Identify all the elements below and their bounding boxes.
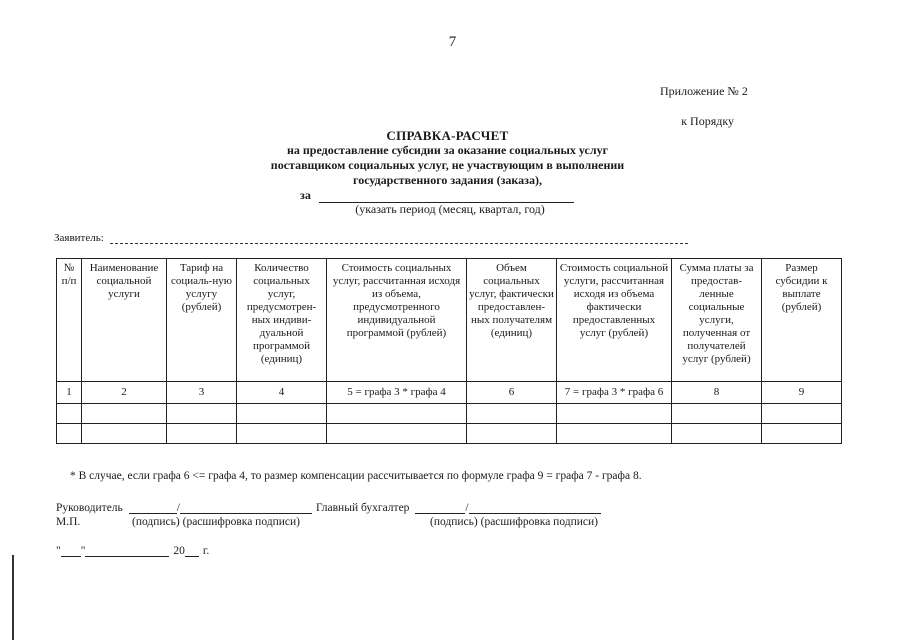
header-cell: Объем социальных услуг, фактически предоставлен-ных получателям (единиц)	[467, 259, 557, 382]
footnote: * В случае, если графа 6 <= графа 4, то размер компенсации рассчитывается по формуле графа 9 = графа 7 - графа 8.	[70, 470, 642, 482]
stamp-label: М.П.	[56, 516, 81, 528]
order-reference: к Порядку	[681, 114, 734, 128]
column-number-cell: 1	[57, 382, 82, 404]
accountant-signature-hint: (подпись) (расшифровка подписи)	[430, 516, 599, 528]
table-cell[interactable]	[672, 404, 762, 424]
appendix-label: Приложение № 2	[660, 84, 748, 98]
column-number-cell: 3	[167, 382, 237, 404]
date-field	[56, 545, 209, 557]
header-cell: Стоимость социальной услуги, рассчитанная исходя из объема фактически предоставленных услуг (рублей)	[557, 259, 672, 382]
table-cell[interactable]	[57, 404, 82, 424]
month-input-line[interactable]	[85, 546, 169, 557]
table-row	[57, 404, 842, 424]
table-cell[interactable]	[467, 404, 557, 424]
period-hint: (указать период (месяц, квартал, год)	[355, 202, 545, 216]
table-cell[interactable]	[167, 404, 237, 424]
day-input-line[interactable]	[61, 546, 81, 557]
table-cell[interactable]	[672, 424, 762, 444]
table-cell[interactable]	[762, 404, 842, 424]
year-prefix: 20	[173, 545, 185, 557]
slash-separator: /	[176, 502, 180, 514]
column-number-cell: 9	[762, 382, 842, 404]
head-label: Руководитель	[56, 502, 123, 514]
date-quote-open: "	[56, 545, 61, 557]
year-suffix: г.	[202, 545, 210, 557]
title-line-3: государственного задания (заказа),	[353, 173, 542, 187]
column-number-cell: 5 = графа 3 * графа 4	[327, 382, 467, 404]
applicant-input-line[interactable]	[110, 235, 688, 244]
table-cell[interactable]	[82, 404, 167, 424]
accountant-name-line[interactable]	[469, 503, 601, 514]
slash-separator: /	[465, 502, 469, 514]
table-cell[interactable]	[57, 424, 82, 444]
calculation-table-wrap	[56, 258, 842, 444]
table-cell[interactable]	[557, 404, 672, 424]
period-prefix: за	[300, 188, 311, 202]
header-cell: Размер субсидии к выплате (рублей)	[762, 259, 842, 382]
period-field	[300, 188, 574, 203]
accountant-label: Главный бухгалтер	[316, 502, 410, 514]
header-cell: Наименование социальной услуги	[82, 259, 167, 382]
column-number-row	[57, 382, 842, 404]
page-number: 7	[448, 34, 457, 50]
table-cell[interactable]	[762, 424, 842, 444]
table-cell[interactable]	[327, 424, 467, 444]
date-quote-close: "	[80, 545, 86, 557]
column-number-cell: 4	[237, 382, 327, 404]
table-cell[interactable]	[467, 424, 557, 444]
document-title	[200, 128, 695, 188]
year-input-line[interactable]	[185, 546, 199, 557]
header-cell: Сумма платы за предостав-ленные социальные услуги, полученная от получателей услуг (рублей)	[672, 259, 762, 382]
table-row	[57, 424, 842, 444]
title-line-2: поставщиком социальных услуг, не участвующим в выполнении	[270, 158, 625, 172]
applicant-field	[54, 232, 688, 244]
header-cell: Тариф на социаль-ную услугу (рублей)	[167, 259, 237, 382]
table-cell[interactable]	[82, 424, 167, 444]
column-number-cell: 8	[672, 382, 762, 404]
title-main: СПРАВКА-РАСЧЕТ	[386, 128, 509, 143]
column-number-cell: 6	[467, 382, 557, 404]
title-line-1: на предоставление субсидии за оказание социальных услуг	[286, 143, 609, 157]
column-number-cell: 2	[82, 382, 167, 404]
applicant-label: Заявитель:	[54, 232, 104, 244]
header-cell: № п/п	[57, 259, 82, 382]
head-signature-hint: (подпись) (расшифровка подписи)	[132, 516, 301, 528]
table-cell[interactable]	[327, 404, 467, 424]
table-cell[interactable]	[237, 404, 327, 424]
head-name-line[interactable]	[180, 503, 312, 514]
table-header-row	[57, 259, 842, 382]
table-cell[interactable]	[167, 424, 237, 444]
accountant-signature-line[interactable]	[415, 503, 465, 514]
calculation-table	[56, 258, 842, 444]
header-cell: Стоимость социальных услуг, рассчитанная исходя из объема, предусмотренного индивидуальной программой (рублей)	[327, 259, 467, 382]
table-cell[interactable]	[237, 424, 327, 444]
column-number-cell: 7 = графа 3 * графа 6	[557, 382, 672, 404]
signature-subtitles	[56, 516, 599, 528]
signature-row	[56, 502, 601, 514]
head-signature-line[interactable]	[129, 503, 177, 514]
scan-margin-mark	[12, 555, 14, 640]
table-cell[interactable]	[557, 424, 672, 444]
header-cell: Количество социальных услуг, предусмотрен-ных индиви-дуальной программой (единиц)	[237, 259, 327, 382]
